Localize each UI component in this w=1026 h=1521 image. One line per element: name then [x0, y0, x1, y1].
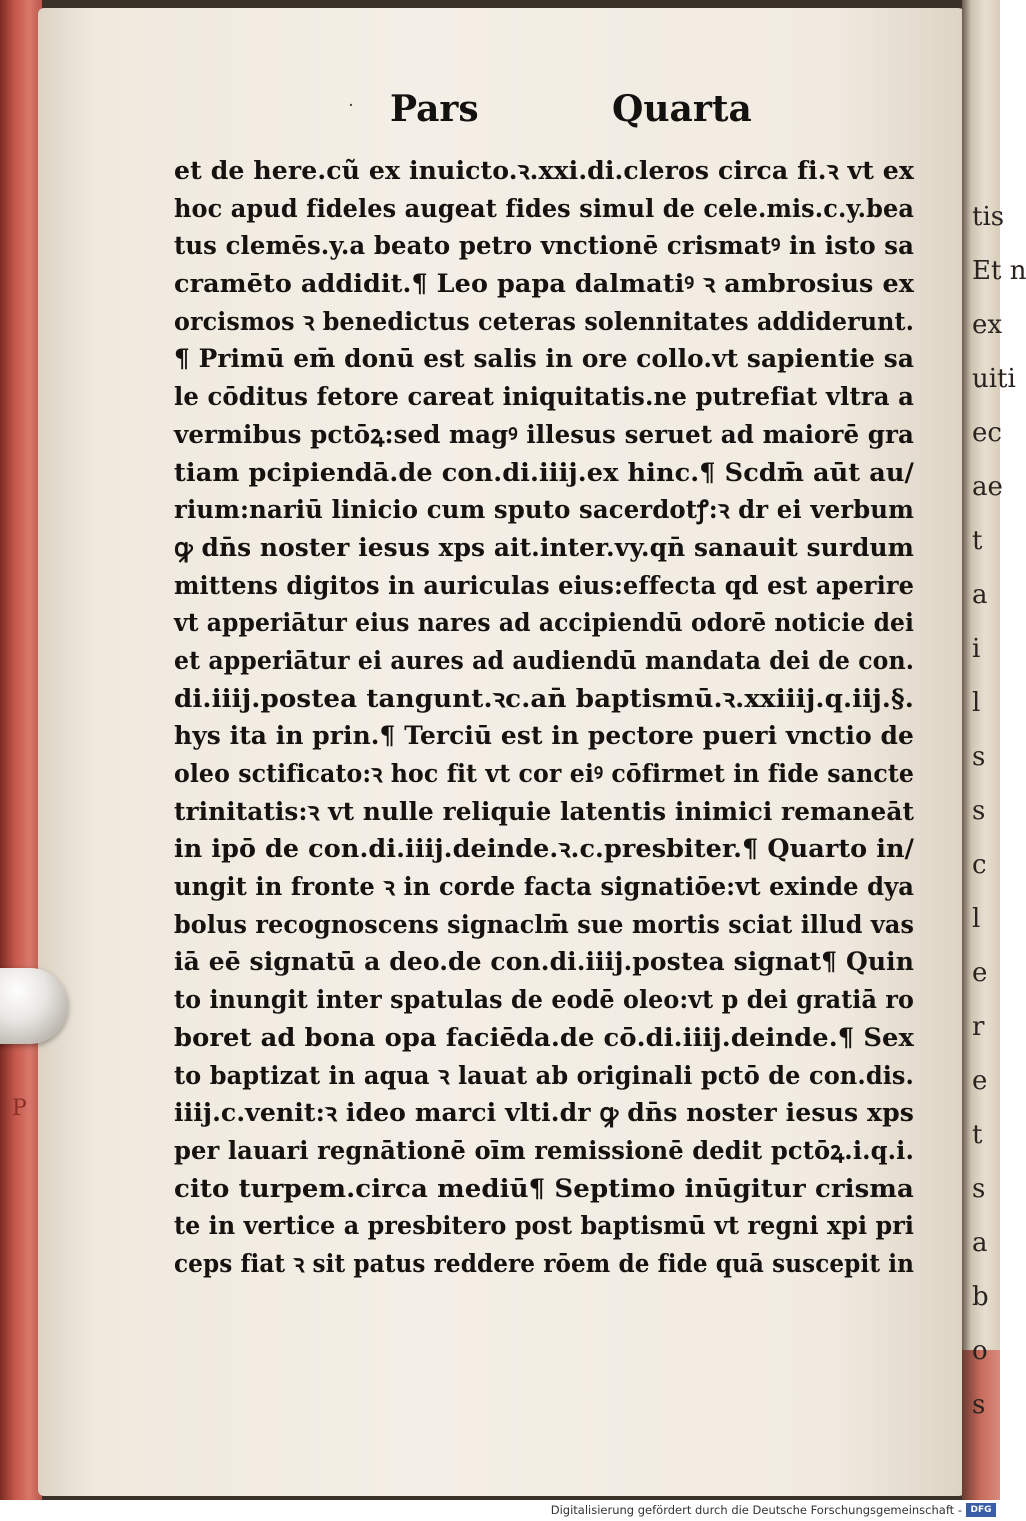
- text-line: ¶ Primū em̄ donū est salis in ore collo.vt sapientie sa: [174, 344, 914, 374]
- text-line: te in vertice a presbitero post baptismū vt regni xpi pri: [174, 1211, 914, 1241]
- next-page-text-fragment: [972, 190, 1026, 1432]
- text-line: tiam pcipiendā.de con.di.iiij.ex hinc.¶ Scdm̄ aūt au/: [174, 457, 915, 487]
- text-line: cito turpem.circa mediū¶ Septimo inūgitur crisma: [174, 1173, 914, 1203]
- text-line: le cōditus fetore careat iniquitatis.ne putrefiat vltra a: [174, 382, 914, 412]
- text-line: vt apperiātur eius nares ad accipiendū odorē noticie dei: [174, 608, 914, 638]
- text-line: hys ita in prin.¶ Terciū est in pectore pueri vnctio de: [174, 721, 914, 751]
- next-page-line: b: [972, 1282, 989, 1312]
- text-line: trinitatis:ꝛ vt nulle reliquie latentis inimici remaneāt: [174, 796, 914, 826]
- next-page-line: Et n: [972, 256, 1026, 286]
- next-page-line: ae: [972, 472, 1003, 502]
- dfg-logo: DFG: [966, 1503, 996, 1517]
- text-line: mittens digitos in auriculas eius:effecta qd est aperire: [174, 570, 914, 600]
- text-line: orcismos ꝛ benedictus ceteras solennitates addiderunt.: [174, 306, 914, 336]
- running-head-right: Quarta: [612, 88, 752, 130]
- next-page-line: s: [972, 1174, 986, 1204]
- text-line: iiij.c.venit:ꝛ ideo marci vlti.dr ꝙ dn̄s noster iesus xps: [174, 1098, 914, 1128]
- next-page-line: l: [972, 904, 981, 934]
- next-page-line: i: [972, 634, 981, 664]
- text-line: to inungit inter spatulas de eodē oleo:vt p dei gratiā ro: [174, 985, 914, 1015]
- next-page-line: ex: [972, 310, 1003, 340]
- text-line: et apperiātur ei aures ad audiendū mandata dei de con.: [174, 645, 914, 675]
- next-page-line: a: [972, 1228, 988, 1258]
- head-ornament-mark: ˙: [346, 100, 356, 124]
- next-page-line: t: [972, 526, 983, 556]
- next-page-line: c: [972, 850, 987, 880]
- text-line: ꝙ dn̄s noster iesus xps ait.inter.vy.qn̄ sanauit surdum: [174, 532, 914, 562]
- next-page-line: a: [972, 580, 988, 610]
- text-line: di.iiij.postea tangunt.ꝛc.an̄ baptismū.ꝛ.xxiiij.q.iij.§.: [174, 683, 914, 713]
- text-line: et de here.cũ ex inuicto.ꝛ.xxi.di.cleros circa fi.ꝛ vt ex: [174, 156, 914, 185]
- running-head-left: Pars: [390, 88, 479, 130]
- next-page-line: tis: [972, 202, 1005, 232]
- running-head: [390, 88, 750, 138]
- text-line: oleo sctificato:ꝛ hoc fit vt cor eiꝰ cōfirmet in fide sancte: [174, 759, 914, 788]
- text-line: per lauari regnātionē oīm remissionē dedit pctōꝝ.i.q.i.: [174, 1135, 914, 1165]
- next-page-line: uiti: [972, 364, 1016, 394]
- text-line: ceps fiat ꝛ sit patus reddere rōem de fide quā suscepit in: [174, 1248, 914, 1278]
- text-line: to baptizat in aqua ꝛ lauat ab originali pctō de con.dis.: [174, 1060, 914, 1090]
- text-line: hoc apud fideles augeat fides simul de cele.mis.c.y.bea: [174, 193, 914, 223]
- next-page-line: e: [972, 1066, 988, 1096]
- text-line: vermibus pctōꝝ:sed magꝰ illesus seruet ad maiorē gra: [174, 419, 914, 449]
- red-page-edge: [0, 0, 42, 1500]
- next-page-line: ec: [972, 418, 1002, 448]
- next-page-line: t: [972, 1120, 983, 1150]
- marginal-folio-mark: P: [12, 1096, 27, 1121]
- text-line: in ipō de con.di.iiij.deinde.ꝛ.c.presbiter.¶ Quarto in/: [174, 834, 914, 864]
- text-line: tus clemēs.y.a beato petro vnctionē crismatꝰ in isto sa: [174, 231, 914, 261]
- next-page-line: s: [972, 742, 986, 772]
- next-page-line: e: [972, 958, 988, 988]
- text-line: iā eē signatū a deo.de con.di.iiij.postea signat¶ Quin: [174, 947, 914, 977]
- text-line: cramēto addidit.¶ Leo papa dalmatiꝰ ꝛ ambrosius ex: [174, 269, 914, 299]
- text-line: bolus recognoscens signaclm̄ sue mortis sciat illud vas: [174, 909, 914, 939]
- text-line: boret ad bona opa faciēda.de cō.di.iiij.deinde.¶ Sex: [174, 1022, 915, 1052]
- footer-bar: [0, 1500, 1000, 1521]
- text-block: [174, 152, 914, 1283]
- next-page-line: l: [972, 688, 981, 718]
- next-page-line: s: [972, 1390, 986, 1420]
- funding-credit: Digitalisierung gefördert durch die Deutsche Forschungsgemeinschaft -: [550, 1503, 962, 1517]
- next-page-line: s: [972, 796, 986, 826]
- next-page-line: o: [972, 1336, 988, 1366]
- text-line: rium:nariū linicio cum sputo sacerdotꝭ:ꝛ dr ei verbum: [174, 495, 914, 525]
- next-page-line: r: [972, 1012, 985, 1042]
- text-line: ungit in fronte ꝛ in corde facta signatiōe:vt exinde dya: [174, 872, 914, 902]
